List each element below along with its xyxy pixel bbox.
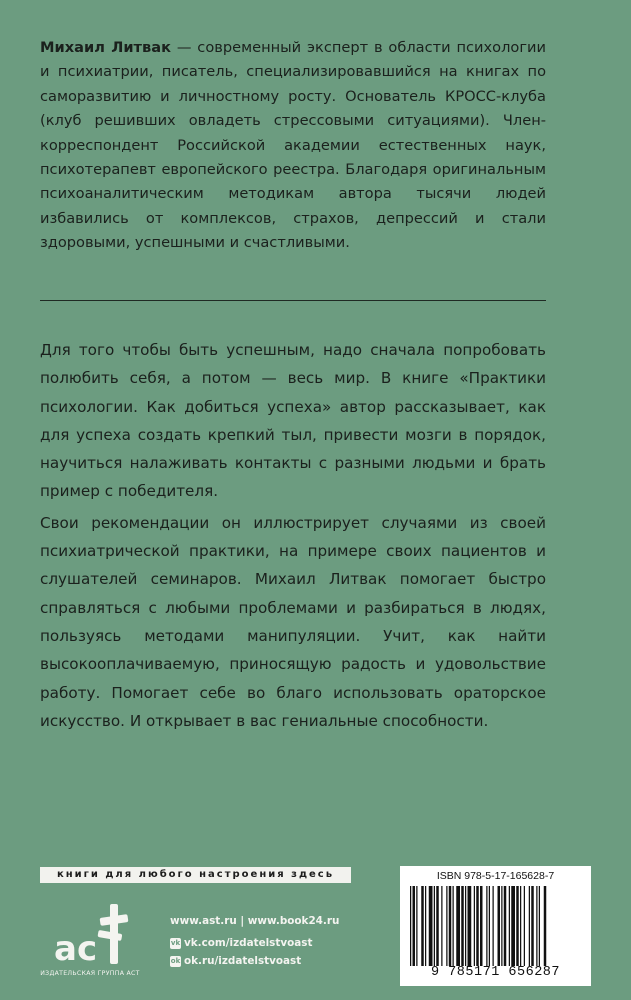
barcode-icon [410,886,584,966]
ok-link-text: ok.ru/izdatelstvoast [184,955,302,967]
ok-icon: ok [170,956,181,965]
author-bio-text: — современный эксперт в области психологии и психиатрии, писатель, специализировавшийся на книгах по саморазвитию и личностному росту. Основатель КРОСС-клуба (клуб решивших овладеть стрессовыми ситуациями). Член-корреспондент Российской академии естественных наук, психотерапевт европейского реестра. Благодаря оригинальным психоаналитическим методикам автора тысячи людей избавились от комплексов, страхов, депрессий и стали здоровыми, успешными и счастливыми. [40,39,546,252]
description-paragraph-2: Свои рекомендации он иллюстрирует случаями из своей психиатрической практики, на примере своих пациентов и слушателей семинаров. Михаил Литвак помогает быстро справляться с любыми проблемами и разбираться в людях, пользуясь методами манипуляции. Учит, как найти высокооплачиваемую, приносящую радость и удовольствие работу. Помогает себе во благо использовать ораторское искусство. И открывает в вас гениальные способности. [40,513,546,730]
vk-link[interactable] [170,934,339,952]
author-bio [40,36,546,256]
isbn-block [400,866,591,986]
book-description [40,336,546,738]
tagline-ribbon: книги для любого настроения здесь [40,867,351,883]
isbn-label: ISBN 978-5-17-165628-7 [436,870,555,882]
vk-link-text: vk.com/izdatelstvoast [184,937,313,949]
description-paragraph-1: Для того чтобы быть успешным, надо сначала попробовать полюбить себя, а потом — весь мир. В книге «Практики психологии. Как добиться успеха» автор рассказывает, как для успеха создать крепкий тыл, привести мозги в порядок, научиться налаживать контакты с разными людьми и брать пример с победителя. [40,341,546,501]
section-divider [40,300,546,301]
website-links[interactable]: www.ast.ru | www.book24.ru [170,915,340,927]
publisher-links [170,912,339,970]
author-name: Михаил Литвак [40,39,172,56]
publisher-label: ИЗДАТЕЛЬСКАЯ ГРУППА АСТ [40,970,140,977]
barcode-digits: 9 785171 656287 [430,965,561,980]
ok-link[interactable] [170,952,339,970]
vk-icon: vk [170,938,181,947]
ast-logo-text: ac [54,929,98,969]
